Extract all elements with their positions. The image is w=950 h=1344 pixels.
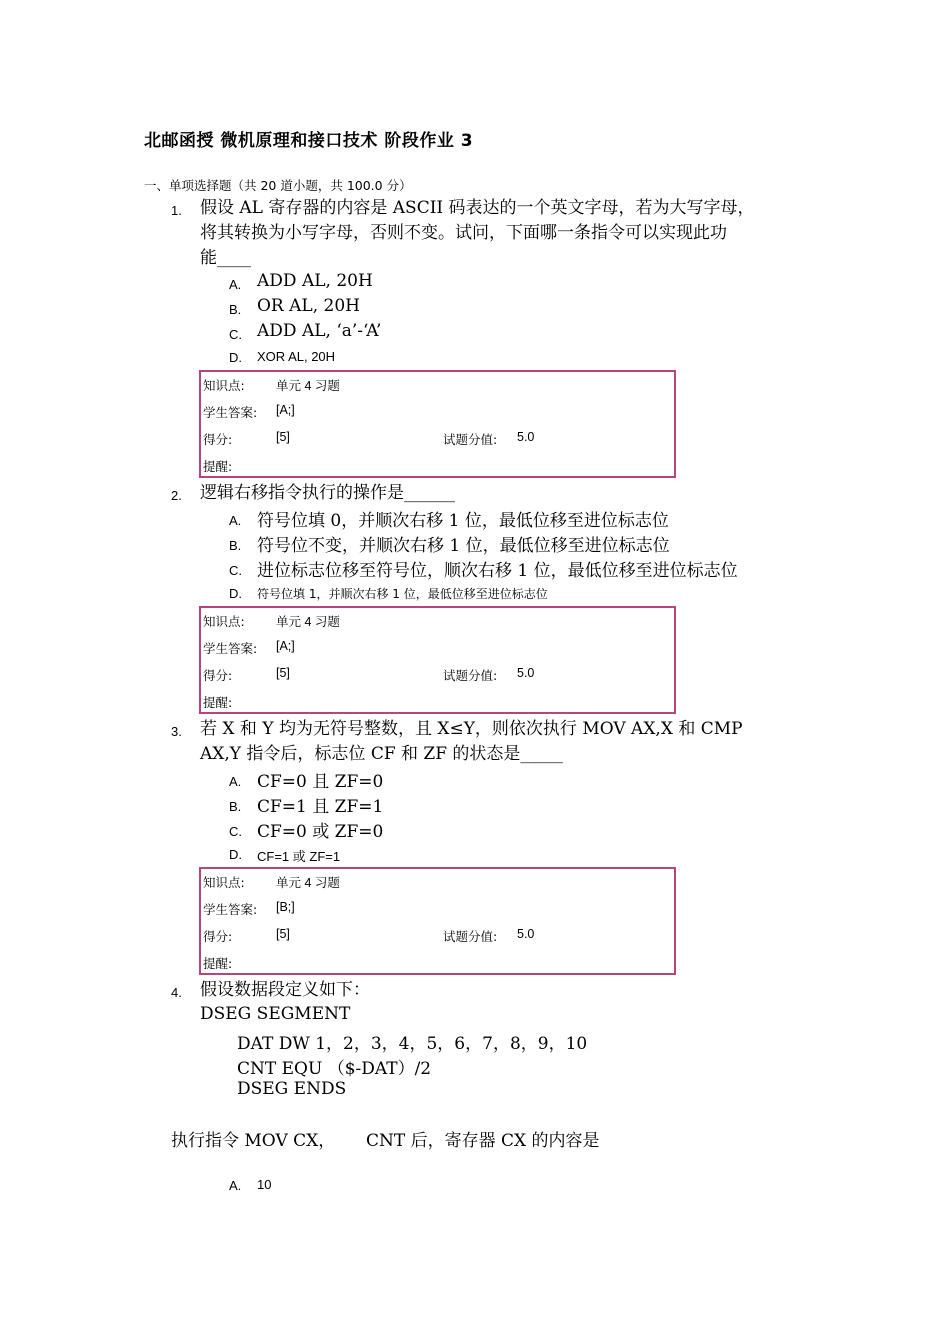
knowledge-label: 知识点: bbox=[203, 614, 245, 629]
code-line: DSEG SEGMENT bbox=[200, 1004, 351, 1024]
question-text-line: 将其转换为小写字母，否则不变。试问，下面哪一条指令可以实现此功 bbox=[200, 223, 727, 243]
question-text-line: 能____ bbox=[200, 248, 251, 268]
option-label: B. bbox=[229, 302, 242, 317]
option-text[interactable]: OR AL, 20H bbox=[257, 296, 360, 316]
hint-label: 提醒: bbox=[203, 956, 233, 971]
question-value: 5.0 bbox=[517, 927, 535, 941]
answer-value: [A;] bbox=[276, 403, 295, 417]
option-text[interactable]: XOR AL, 20H bbox=[257, 349, 336, 364]
instruction-text-b: CNT 后，寄存器 CX 的内容是 bbox=[366, 1131, 600, 1151]
question-number: 4. bbox=[171, 985, 182, 1000]
option-text[interactable]: 进位标志位移至符号位，顺次右移 1 位，最低位移至进位标志位 bbox=[257, 561, 738, 581]
option-text[interactable]: CF=0 且 ZF=0 bbox=[257, 772, 384, 792]
code-line: DAT DW 1，2，3，4，5，6，7，8，9，10 bbox=[237, 1034, 588, 1054]
knowledge-value: 单元 4 习题 bbox=[276, 615, 340, 629]
option-label: A. bbox=[229, 774, 242, 789]
knowledge-value: 单元 4 习题 bbox=[276, 379, 340, 393]
option-label: D. bbox=[229, 586, 242, 601]
option-label: A. bbox=[229, 513, 242, 528]
question-value-label: 试题分值: bbox=[443, 668, 498, 683]
answer-info-box bbox=[199, 370, 676, 478]
answer-label: 学生答案: bbox=[203, 405, 258, 420]
answer-value: [B;] bbox=[276, 900, 295, 914]
answer-label: 学生答案: bbox=[203, 902, 258, 917]
option-text[interactable]: ADD AL, ‘a’-‘A’ bbox=[257, 321, 382, 341]
answer-info-box bbox=[199, 606, 676, 714]
option-label: C. bbox=[229, 824, 242, 839]
question-text-line: AX,Y 指令后，标志位 CF 和 ZF 的状态是_____ bbox=[200, 744, 563, 764]
page-title: 北邮函授 微机原理和接口技术 阶段作业 3 bbox=[144, 131, 474, 151]
score-label: 得分: bbox=[203, 668, 233, 683]
score-value: [5] bbox=[276, 430, 290, 444]
option-label: B. bbox=[229, 799, 242, 814]
option-label: A. bbox=[229, 277, 242, 292]
option-label: C. bbox=[229, 327, 242, 342]
score-label: 得分: bbox=[203, 432, 233, 447]
option-text[interactable]: CF=1 或 ZF=1 bbox=[257, 849, 341, 864]
question-value-label: 试题分值: bbox=[443, 929, 498, 944]
option-label: C. bbox=[229, 563, 242, 578]
option-label: B. bbox=[229, 538, 242, 553]
section-heading: 一、单项选择题（共 20 道小题，共 100.0 分） bbox=[144, 178, 412, 193]
question-value: 5.0 bbox=[517, 666, 535, 680]
option-text[interactable]: 符号位不变，并顺次右移 1 位，最低位移至进位标志位 bbox=[257, 536, 670, 556]
question-value-label: 试题分值: bbox=[443, 432, 498, 447]
knowledge-label: 知识点: bbox=[203, 378, 245, 393]
question-text-line: 假设数据段定义如下： bbox=[200, 980, 370, 1000]
option-text[interactable]: CF=0 或 ZF=0 bbox=[257, 822, 384, 842]
score-label: 得分: bbox=[203, 929, 233, 944]
question-text-line: 逻辑右移指令执行的操作是______ bbox=[200, 483, 455, 503]
question-text-line: 若 X 和 Y 均为无符号整数，且 X≤Y，则依次执行 MOV AX,X 和 CMP bbox=[200, 719, 743, 739]
option-text[interactable]: ADD AL, 20H bbox=[257, 271, 373, 291]
option-text[interactable]: 符号位填 1，并顺次右移 1 位，最低位移至进位标志位 bbox=[257, 587, 548, 601]
question-number: 1. bbox=[171, 203, 182, 218]
hint-label: 提醒: bbox=[203, 459, 233, 474]
question-text-line: 假设 AL 寄存器的内容是 ASCII 码表达的一个英文字母，若为大写字母， bbox=[200, 198, 755, 218]
knowledge-value: 单元 4 习题 bbox=[276, 876, 340, 890]
question-number: 2. bbox=[171, 488, 182, 503]
code-line: CNT EQU （$-DAT）/2 bbox=[237, 1059, 432, 1079]
option-label: A. bbox=[229, 1178, 242, 1193]
option-text[interactable]: 符号位填 0，并顺次右移 1 位，最低位移至进位标志位 bbox=[257, 511, 669, 531]
question-number: 3. bbox=[171, 724, 182, 739]
option-text[interactable]: CF=1 且 ZF=1 bbox=[257, 797, 384, 817]
answer-value: [A;] bbox=[276, 639, 295, 653]
option-label: D. bbox=[229, 350, 242, 365]
knowledge-label: 知识点: bbox=[203, 875, 245, 890]
answer-info-box bbox=[199, 867, 676, 975]
instruction-text-a: 执行指令 MOV CX， bbox=[171, 1131, 336, 1151]
answer-label: 学生答案: bbox=[203, 641, 258, 656]
hint-label: 提醒: bbox=[203, 695, 233, 710]
code-line: DSEG ENDS bbox=[237, 1079, 347, 1099]
option-text[interactable]: 10 bbox=[257, 1177, 272, 1192]
score-value: [5] bbox=[276, 927, 290, 941]
option-label: D. bbox=[229, 847, 242, 862]
score-value: [5] bbox=[276, 666, 290, 680]
question-value: 5.0 bbox=[517, 430, 535, 444]
